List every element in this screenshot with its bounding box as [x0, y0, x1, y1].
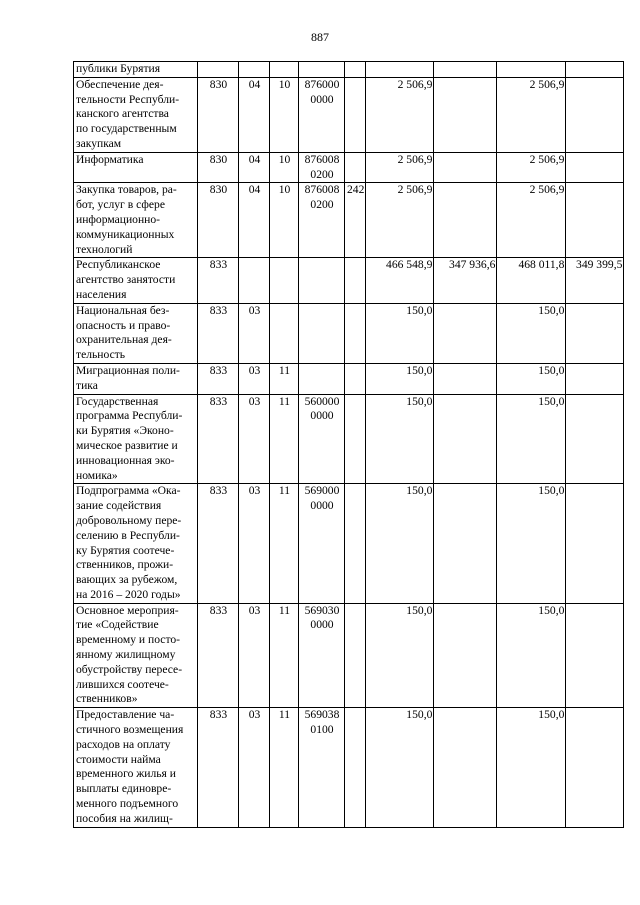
expense-type-cell: [345, 708, 366, 827]
expense-name-line: селению в Республи-: [76, 528, 180, 542]
target-article-cell: [299, 77, 345, 152]
amount-subvention-cell: [434, 708, 497, 827]
section-code-cell: 03: [239, 394, 270, 484]
expense-name-line: пособия на жилищ-: [76, 811, 173, 825]
amount-subvention-cell: [566, 303, 624, 363]
subsection-code-cell: [270, 303, 299, 363]
expense-name-line: ственников»: [76, 692, 138, 706]
target-article-line: 0000: [310, 499, 334, 513]
expense-name-line: ственников, прожи-: [76, 558, 174, 572]
amount-subvention-cell: [434, 62, 497, 78]
amount-cell: 150,0: [366, 303, 434, 363]
amount-cell: 150,0: [366, 363, 434, 394]
amount-subvention-cell: [566, 152, 624, 183]
expense-name-line: мическое развитие и: [76, 438, 178, 452]
amount-cell: 150,0: [366, 603, 434, 708]
amount-cell: 2 506,9: [497, 77, 566, 152]
expense-name-line: лившихся соотече-: [76, 677, 169, 691]
expense-name-line: инновационная эко-: [76, 453, 175, 467]
amount-subvention-cell: [566, 484, 624, 603]
expense-name-line: охранительная дея-: [76, 333, 172, 347]
expense-name-cell: [74, 708, 198, 827]
expense-name-line: Предоставление ча-: [76, 708, 175, 722]
section-code-cell: 04: [239, 152, 270, 183]
amount-subvention-cell: [434, 603, 497, 708]
subsection-code-cell: 11: [270, 484, 299, 603]
target-article-line: 0000: [310, 92, 334, 106]
expense-name-line: расходов на оплату: [76, 737, 171, 751]
amount-subvention-cell: [566, 603, 624, 708]
target-article-line: 876008: [304, 183, 340, 197]
expense-name-line: вающих за рубежом,: [76, 573, 178, 587]
expense-name-line: Национальная без-: [76, 303, 170, 317]
table-row: [74, 484, 624, 603]
ministry-code-cell: 833: [198, 258, 239, 303]
amount-subvention-cell: [434, 183, 497, 258]
target-article-line: 569038: [304, 708, 340, 722]
table-row: [74, 62, 624, 78]
amount-subvention-cell: [566, 708, 624, 827]
expense-name-line: публики Бурятия: [76, 62, 161, 75]
table-row: [74, 77, 624, 152]
expense-name-line: временного жилья и: [76, 767, 176, 781]
expense-type-cell: [345, 484, 366, 603]
expense-name-line: Миграционная поли-: [76, 363, 180, 377]
expense-name-line: агентство занятости: [76, 273, 176, 287]
expense-name-line: Закупка товаров, ра-: [76, 183, 177, 197]
amount-cell: 150,0: [497, 708, 566, 827]
ministry-code-cell: 833: [198, 303, 239, 363]
expense-type-cell: [345, 603, 366, 708]
expense-name-line: тельность: [76, 348, 126, 362]
expense-name-line: Информатика: [76, 152, 144, 166]
page-number: 887: [311, 30, 329, 44]
subsection-code-cell: 10: [270, 152, 299, 183]
budget-table: [73, 61, 624, 828]
amount-cell: 150,0: [366, 484, 434, 603]
expense-type-cell: [345, 62, 366, 78]
target-article-line: 560000: [304, 394, 340, 408]
expense-name-line: тика: [76, 378, 98, 392]
ministry-code-cell: [198, 62, 239, 78]
section-code-cell: 03: [239, 363, 270, 394]
section-code-cell: 03: [239, 484, 270, 603]
expense-name-line: временному и посто-: [76, 633, 181, 647]
expense-name-line: ку Бурятия соотече-: [76, 543, 175, 557]
expense-name-line: канского агентства: [76, 107, 169, 121]
target-article-line: 0200: [310, 167, 334, 181]
expense-name-line: стичного возмещения: [76, 723, 184, 737]
table-row: [74, 183, 624, 258]
target-article-cell: [299, 394, 345, 484]
expense-name-line: добровольному пере-: [76, 513, 182, 527]
table-row: [74, 603, 624, 708]
expense-name-line: информационно-: [76, 212, 161, 226]
amount-subvention-cell: 347 936,6: [434, 258, 497, 303]
table-row: [74, 258, 624, 303]
section-code-cell: 03: [239, 603, 270, 708]
expense-name-line: зание содействия: [76, 499, 162, 513]
expense-type-cell: [345, 258, 366, 303]
table-body: [74, 62, 624, 828]
expense-name-line: тие «Содействие: [76, 618, 159, 632]
expense-name-line: закупкам: [76, 136, 122, 150]
section-code-cell: 04: [239, 77, 270, 152]
amount-cell: 2 506,9: [497, 152, 566, 183]
section-code-cell: [239, 62, 270, 78]
target-article-cell: [299, 484, 345, 603]
table-row: [74, 152, 624, 183]
expense-name-line: Основное мероприя-: [76, 603, 179, 617]
ministry-code-cell: 833: [198, 603, 239, 708]
amount-subvention-cell: [434, 484, 497, 603]
target-article-cell: [299, 258, 345, 303]
expense-name-line: стоимости найма: [76, 752, 161, 766]
expense-name-line: опасность и право-: [76, 318, 171, 332]
ministry-code-cell: 833: [198, 708, 239, 827]
amount-cell: 2 506,9: [366, 77, 434, 152]
ministry-code-cell: 833: [198, 394, 239, 484]
expense-name-line: по государственным: [76, 122, 177, 136]
amount-cell: [497, 62, 566, 78]
expense-name-line: выплаты единовре-: [76, 782, 172, 796]
expense-type-cell: [345, 394, 366, 484]
expense-name-line: номика»: [76, 468, 118, 482]
amount-subvention-cell: [434, 394, 497, 484]
target-article-cell: [299, 603, 345, 708]
target-article-cell: [299, 708, 345, 827]
ministry-code-cell: 830: [198, 77, 239, 152]
section-code-cell: 03: [239, 303, 270, 363]
table-row: [74, 303, 624, 363]
target-article-cell: [299, 363, 345, 394]
amount-cell: 150,0: [366, 394, 434, 484]
amount-subvention-cell: [434, 152, 497, 183]
amount-cell: 150,0: [497, 484, 566, 603]
expense-name-line: технологий: [76, 242, 133, 256]
expense-type-cell: [345, 363, 366, 394]
target-article-cell: [299, 152, 345, 183]
target-article-line: 876000: [304, 77, 340, 91]
ministry-code-cell: 833: [198, 484, 239, 603]
amount-cell: 466 548,9: [366, 258, 434, 303]
amount-cell: 468 011,8: [497, 258, 566, 303]
amount-subvention-cell: [566, 394, 624, 484]
expense-name-cell: [74, 77, 198, 152]
expense-name-cell: [74, 484, 198, 603]
amount-subvention-cell: [566, 62, 624, 78]
expense-name-line: коммуникационных: [76, 227, 175, 241]
target-article-line: 0000: [310, 409, 334, 423]
section-code-cell: 04: [239, 183, 270, 258]
target-article-cell: [299, 303, 345, 363]
ministry-code-cell: 830: [198, 152, 239, 183]
expense-name-line: тельности Республи-: [76, 92, 180, 106]
target-article-line: 0000: [310, 618, 334, 632]
expense-name-line: программа Республи-: [76, 409, 183, 423]
table-row: [74, 363, 624, 394]
subsection-code-cell: 11: [270, 708, 299, 827]
expense-name-line: Республиканское: [76, 258, 161, 272]
expense-type-cell: [345, 303, 366, 363]
target-article-line: 876008: [304, 152, 340, 166]
expense-name-cell: [74, 394, 198, 484]
amount-subvention-cell: [434, 303, 497, 363]
subsection-code-cell: [270, 258, 299, 303]
expense-name-line: бот, услуг в сфере: [76, 198, 165, 212]
expense-name-line: Государственная: [76, 394, 159, 408]
ministry-code-cell: 830: [198, 183, 239, 258]
amount-cell: 150,0: [497, 603, 566, 708]
amount-subvention-cell: [566, 77, 624, 152]
target-article-line: 0200: [310, 198, 334, 212]
expense-name-cell: [74, 183, 198, 258]
amount-cell: 2 506,9: [366, 183, 434, 258]
expense-name-line: Подпрограмма «Ока-: [76, 484, 181, 498]
expense-name-cell: [74, 152, 198, 183]
amount-cell: 150,0: [497, 394, 566, 484]
ministry-code-cell: 833: [198, 363, 239, 394]
amount-subvention-cell: [434, 77, 497, 152]
expense-type-cell: 242: [345, 183, 366, 258]
expense-type-cell: [345, 152, 366, 183]
amount-subvention-cell: [566, 363, 624, 394]
amount-cell: 150,0: [366, 708, 434, 827]
table-row: [74, 708, 624, 827]
target-article-cell: [299, 183, 345, 258]
amount-cell: [366, 62, 434, 78]
amount-cell: 2 506,9: [366, 152, 434, 183]
subsection-code-cell: [270, 62, 299, 78]
subsection-code-cell: 10: [270, 77, 299, 152]
subsection-code-cell: 11: [270, 394, 299, 484]
expense-name-cell: [74, 603, 198, 708]
expense-name-line: Обеспечение дея-: [76, 77, 164, 91]
target-article-cell: [299, 62, 345, 78]
target-article-line: 569000: [304, 484, 340, 498]
table-row: [74, 394, 624, 484]
expense-type-cell: [345, 77, 366, 152]
expense-name-line: менного подъемного: [76, 797, 179, 811]
expense-name-cell: [74, 62, 198, 78]
expense-name-cell: [74, 303, 198, 363]
amount-subvention-cell: [434, 363, 497, 394]
amount-subvention-cell: [566, 183, 624, 258]
expense-name-line: ки Бурятия «Эконо-: [76, 424, 174, 438]
section-code-cell: 03: [239, 708, 270, 827]
subsection-code-cell: 11: [270, 603, 299, 708]
expense-name-cell: [74, 363, 198, 394]
expense-name-line: населения: [76, 287, 127, 301]
target-article-line: 0100: [310, 723, 334, 737]
subsection-code-cell: 10: [270, 183, 299, 258]
expense-name-cell: [74, 258, 198, 303]
expense-name-line: янному жилищному: [76, 648, 176, 662]
amount-cell: 2 506,9: [497, 183, 566, 258]
amount-cell: 150,0: [497, 363, 566, 394]
amount-subvention-cell: 349 399,5: [566, 258, 624, 303]
section-code-cell: [239, 258, 270, 303]
target-article-line: 569030: [304, 603, 340, 617]
expense-name-line: обустройству пересе-: [76, 662, 183, 676]
amount-cell: 150,0: [497, 303, 566, 363]
subsection-code-cell: 11: [270, 363, 299, 394]
expense-name-line: на 2016 – 2020 годы»: [76, 587, 181, 601]
